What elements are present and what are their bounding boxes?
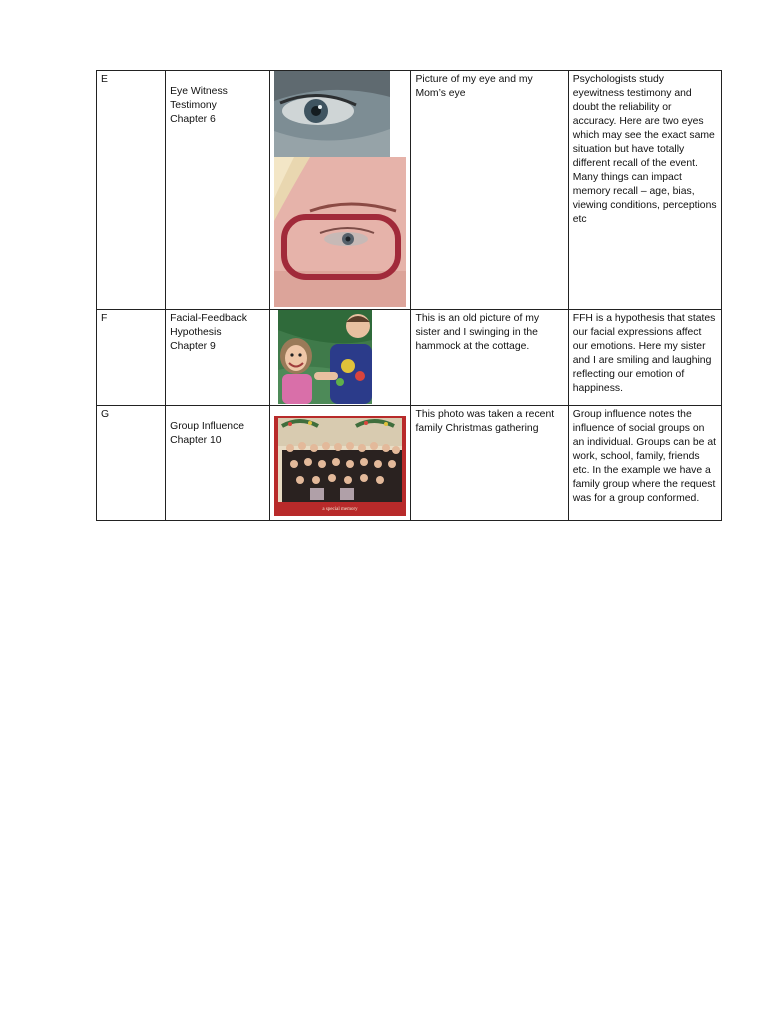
moms-eye-glasses-photo	[274, 157, 406, 307]
description-cell: This photo was taken a recent family Christmas gathering	[411, 406, 568, 521]
table-row	[97, 310, 722, 406]
explanation-cell: Group influence notes the influence of social groups on an individual. Groups can be at work, school, family, friends etc. In the example we have a family group where the request was for a group conformed.	[568, 406, 721, 521]
eye-photos	[270, 71, 410, 307]
chapter-label: Chapter 6	[170, 114, 216, 125]
chapter-label: Chapter 9	[170, 341, 216, 352]
explanation-cell: Psychologists study eyewitness testimony and doubt the reliability or accuracy. Here are two eyes which may see the exact same situation but have totally different recall of the event. Many things can impact memory recall – age, bias, viewing conditions, perceptions etc	[568, 71, 721, 310]
photo-cell	[270, 71, 411, 310]
topic-cell	[166, 71, 270, 310]
table-row	[97, 406, 722, 521]
topic-name: Eye Witness Testimony	[170, 86, 228, 111]
psychology-concepts-table	[96, 70, 722, 521]
hammock-photo	[270, 310, 410, 405]
description-cell: This is an old picture of my sister and I swinging in the hammock at the cottage.	[411, 310, 568, 406]
photo-cell	[270, 310, 411, 406]
row-letter: F	[97, 310, 166, 406]
chapter-label: Chapter 10	[170, 435, 222, 446]
topic-cell	[166, 310, 270, 406]
description-cell: Picture of my eye and my Mom’s eye	[411, 71, 568, 310]
explanation-cell: FFH is a hypothesis that states our facial expressions affect our emotions. Here my sister and I are smiling and laughing reflecting our emotion of happiness.	[568, 310, 721, 406]
topic-cell	[166, 406, 270, 521]
table-row	[97, 71, 722, 310]
row-letter: E	[97, 71, 166, 310]
family-christmas-photo	[270, 406, 410, 518]
photo-caption: a special memory	[322, 507, 358, 512]
row-letter: G	[97, 406, 166, 521]
photo-cell	[270, 406, 411, 521]
eye-closeup-photo	[274, 71, 390, 157]
topic-name: Group Influence	[170, 421, 245, 432]
topic-name: Facial-Feedback Hypothesis	[170, 313, 247, 338]
